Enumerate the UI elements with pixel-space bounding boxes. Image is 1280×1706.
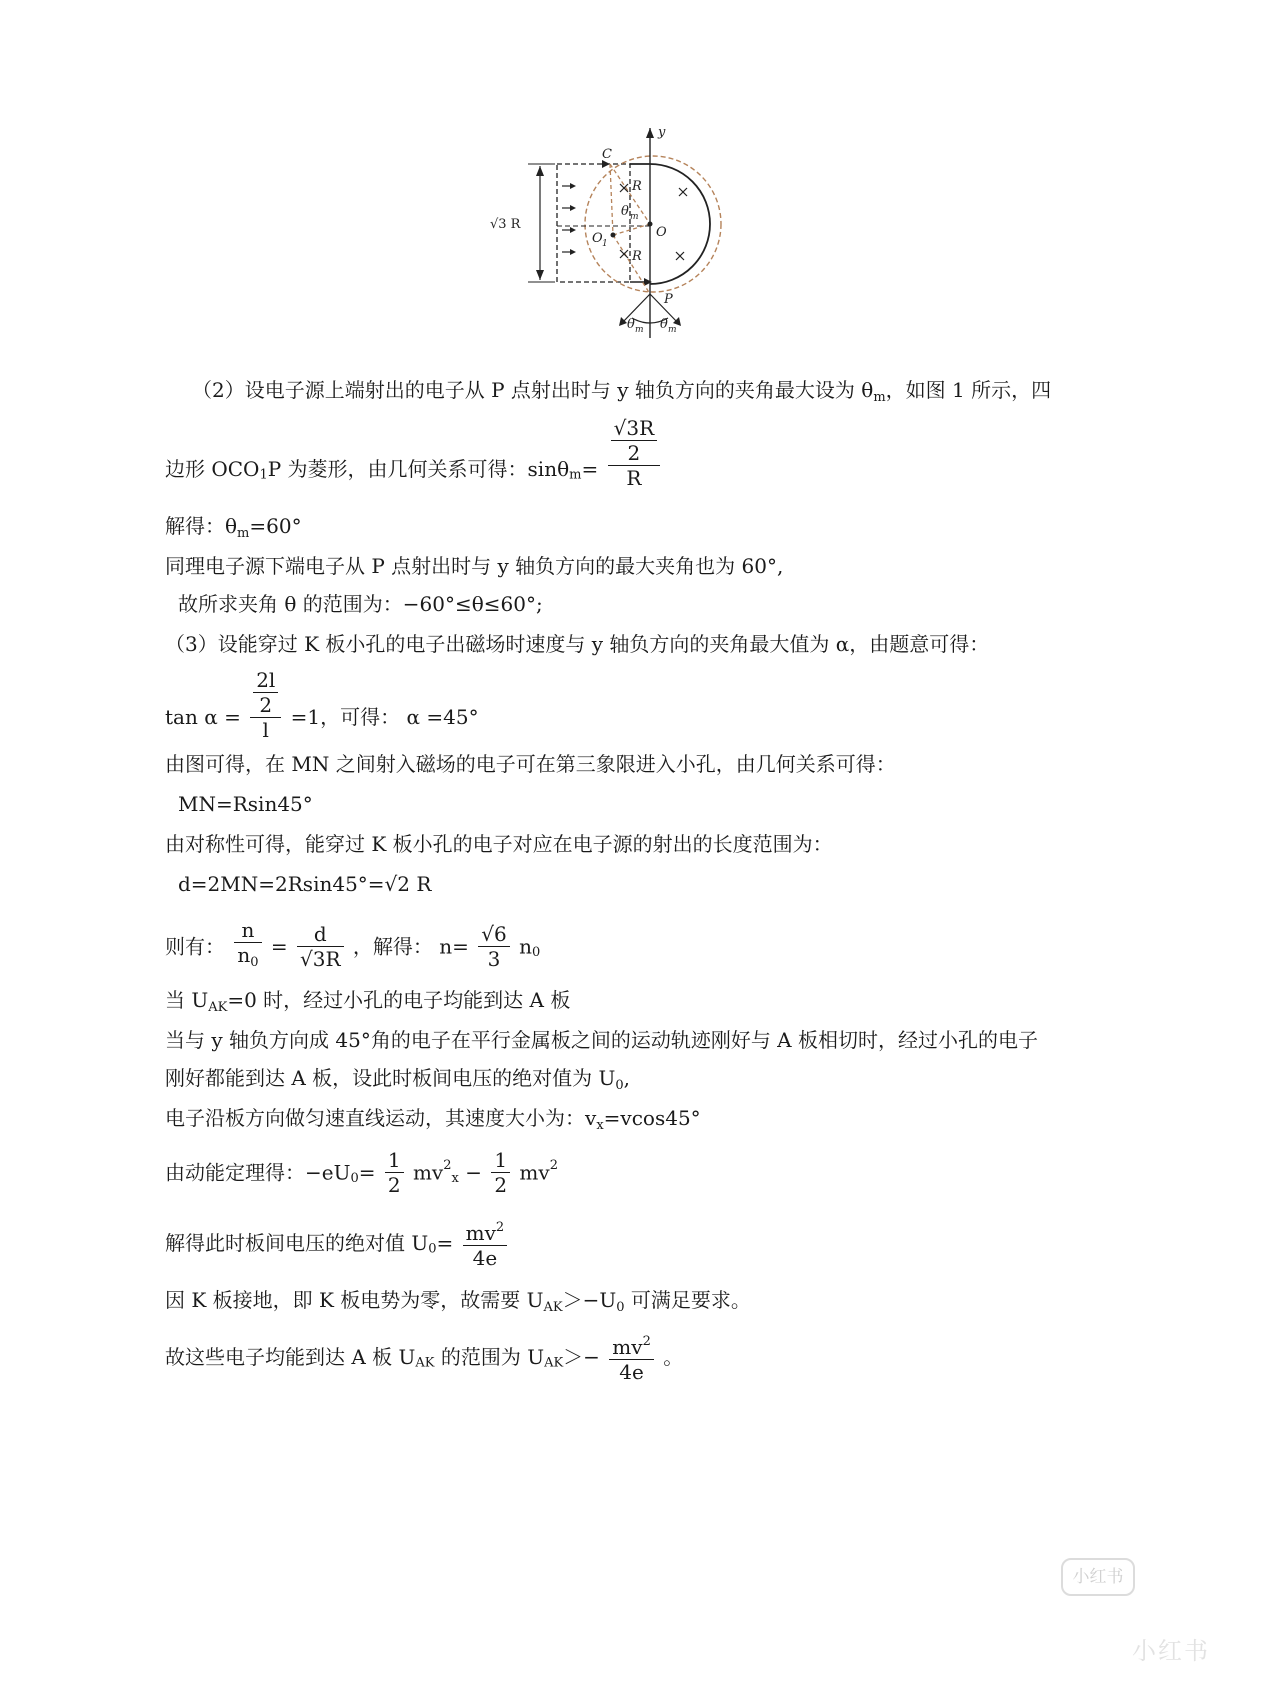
solution-theta: 解得：$\theta_m=60^\circ$ — [165, 514, 302, 541]
symmetric-statement: 同理电子源下端电子从 P 点射出时与 y 轴负方向的最大夹角也为 60°, — [165, 554, 784, 578]
field-boundary — [630, 164, 710, 284]
label-theta-right: θ — [660, 317, 668, 332]
grounding-statement: 因 K 板接地，即 K 板电势为零，故需要 $U_{AK}>-U_0$ 可满足要求。 — [165, 1288, 751, 1315]
u0-solution-line: 解得此时板间电压的绝对值 $U_0=$ $\frac{mv^2}{4e}$ — [165, 1216, 510, 1272]
electron-arrows — [562, 186, 574, 252]
uak-zero-statement: 当 $U_{AK}=0$ 时，经过小孔的电子均能到达 A 板 — [165, 988, 571, 1015]
label-theta: θ — [621, 204, 629, 219]
tangent-statement-line1: 当与 y 轴负方向成 45°角的电子在平行金属板之间的运动轨迹刚好与 A 板相切时，经过小孔的电子 — [165, 1028, 1038, 1052]
label-P: P — [664, 292, 673, 307]
sin-fraction: $\frac{\frac{√3R}{2}}{R}$ — [608, 416, 661, 490]
watermark-text: 小红书 — [1132, 1637, 1210, 1665]
label-O: O — [656, 225, 667, 240]
watermark-logo: 小红书 — [1061, 1558, 1135, 1596]
paragraph-3-intro: （3）设能穿过 K 板小孔的电子出磁场时速度与 y 轴负方向的夹角最大值为 α，由题意可得： — [165, 632, 990, 656]
label-theta-left: θ — [627, 317, 635, 332]
label-O1: O — [592, 231, 603, 246]
label-R2: R — [632, 249, 642, 264]
energy-theorem-line: 由动能定理得：$-eU_0=$ $\frac{1}{2}$ $mv^2_x$ − $\frac{1}{2}$ $mv^2$ — [165, 1148, 558, 1197]
tan-alpha-line: tan α = $\frac{\frac{2l}{2}}{l}$ =1，可得： α =45° — [165, 668, 479, 742]
theta-range: 故所求夹角 θ 的范围为：−60°≤θ≤60°; — [178, 592, 543, 616]
n-ratio-line: 则有： $\frac{n}{n_0}$ = $\frac{d}{√3R}$ ，解得： n= $\frac{√6}{3}$ $n_0$ — [165, 918, 541, 971]
label-sqrt3R: √3 R — [490, 217, 521, 232]
label-C: C — [602, 147, 612, 162]
svg-text:m: m — [630, 212, 639, 222]
paragraph-2-line1: （2）设电子源上端射出的电子从 P 点射出时与 y 轴负方向的夹角最大设为 $\theta_m$，如图 1 所示，四 — [192, 378, 1052, 405]
mn-equation: MN=Rsin45° — [178, 792, 313, 816]
label-y: y — [658, 125, 666, 140]
svg-text:m: m — [668, 325, 677, 335]
velocity-statement: 电子沿板方向做匀速直线运动，其速度大小为：$v_x=vcos45^\circ$ — [165, 1106, 701, 1133]
final-range-line: 故这些电子均能到达 A 板 $U_{AK}$ 的范围为 $U_{AK}>-$ $\frac{mv^2}{4e}$ 。 — [165, 1330, 683, 1386]
svg-text:1: 1 — [602, 239, 608, 249]
symmetry-statement: 由对称性可得，能穿过 K 板小孔的电子对应在电子源的射出的长度范围为： — [165, 832, 833, 856]
source-box — [557, 164, 630, 282]
d-equation: d=2MN=2Rsin45°=√2 R — [178, 872, 432, 896]
tangent-statement-line2: 刚好都能到达 A 板，设此时板间电压的绝对值为 $U_0$, — [165, 1066, 631, 1093]
trajectory-circle — [585, 156, 721, 292]
mn-statement: 由图可得，在 MN 之间射入磁场的电子可在第三象限进入小孔，由几何关系可得： — [165, 752, 896, 776]
paragraph-2-line2: 边形 $OCO_1P$ 为菱形，由几何关系可得：sinθ$_m$= $\frac{\frac{√3R}{2}}{R}$ — [165, 432, 663, 492]
physics-diagram — [490, 125, 820, 378]
label-R1: R — [632, 179, 642, 194]
svg-text:m: m — [635, 325, 644, 335]
